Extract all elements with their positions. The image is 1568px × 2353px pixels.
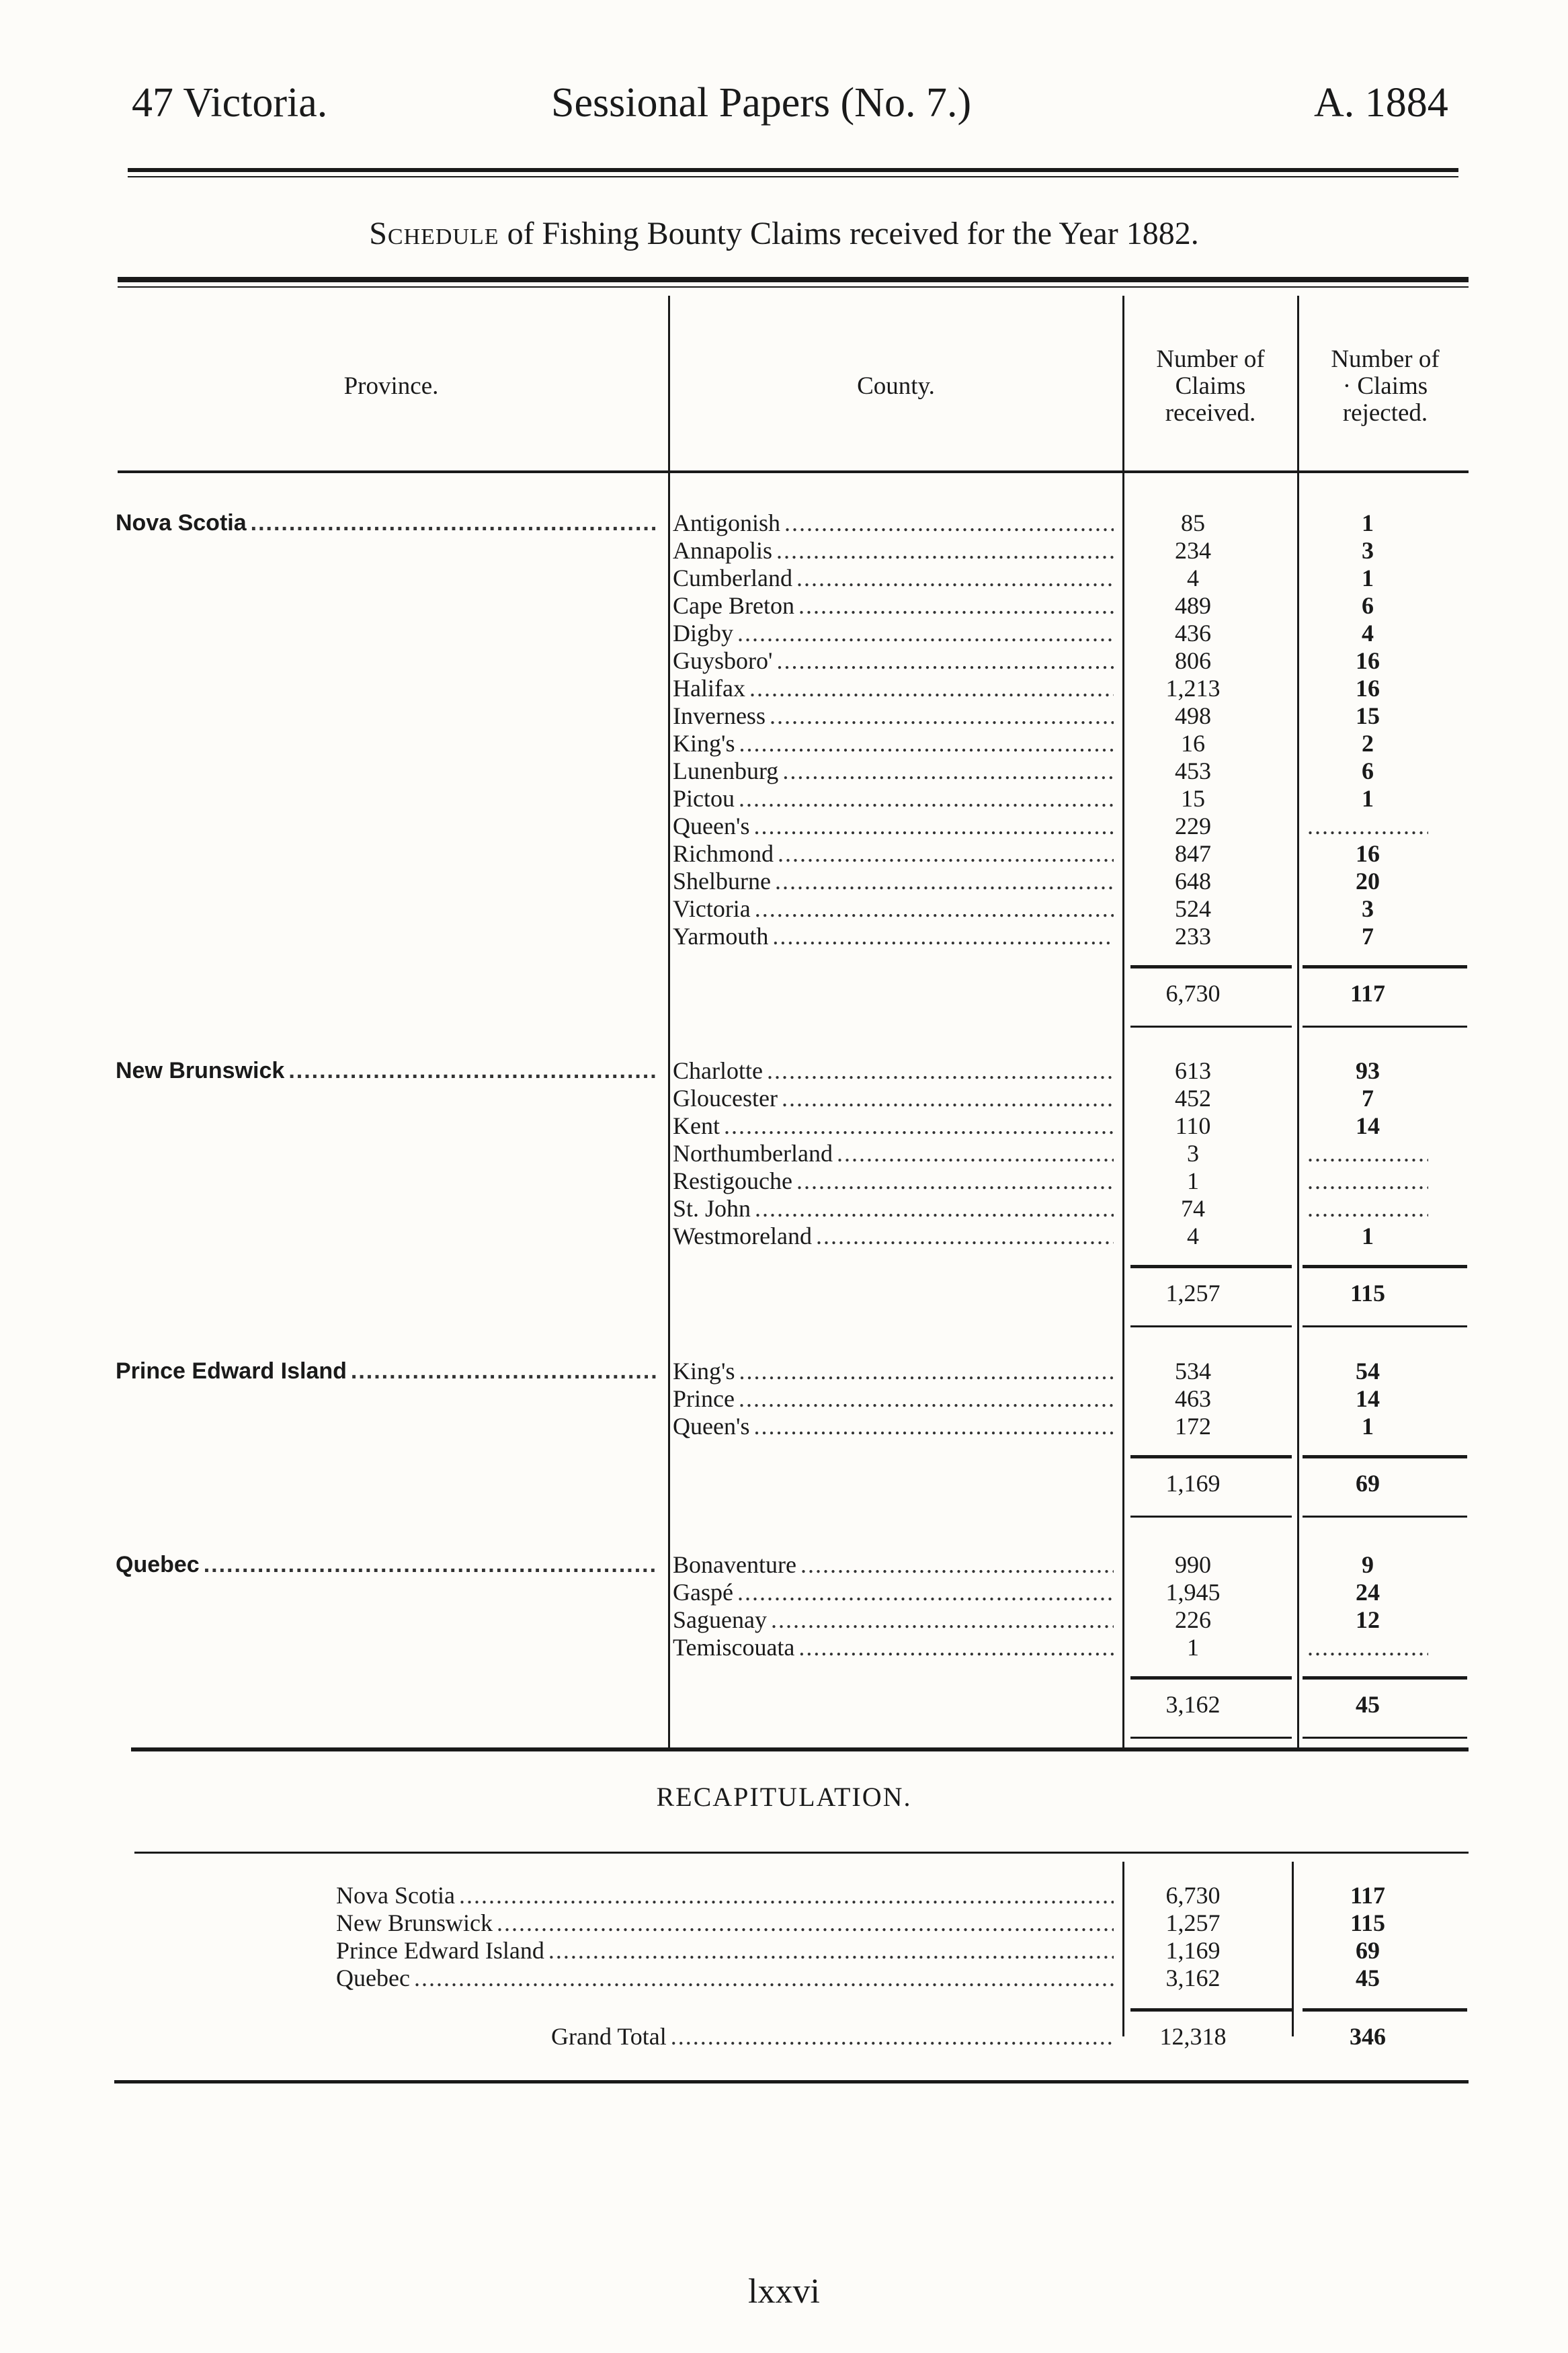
claims-received: 229 bbox=[1175, 813, 1211, 839]
claims-received: 524 bbox=[1175, 895, 1211, 922]
subtotal-bottom-rule-rejected bbox=[1303, 1026, 1467, 1028]
county-name bbox=[673, 620, 1114, 647]
claims-rejected: 1 bbox=[1362, 1413, 1374, 1440]
title-rule bbox=[118, 277, 1469, 282]
header-left: 47 Victoria. bbox=[132, 80, 328, 126]
recap-total-rule-received bbox=[1130, 2008, 1292, 2012]
claims-rejected: 16 bbox=[1356, 647, 1380, 674]
county-label: King's bbox=[673, 730, 735, 757]
county-name bbox=[673, 730, 1114, 757]
recap-province-name bbox=[336, 1882, 1114, 1909]
recap-total-rule-rejected bbox=[1303, 2008, 1467, 2012]
county-label: Digby bbox=[673, 620, 733, 647]
county-label: Antigonish bbox=[673, 509, 781, 536]
county-name bbox=[673, 509, 1114, 537]
county-name bbox=[673, 675, 1114, 702]
claims-received: 74 bbox=[1181, 1195, 1205, 1222]
subtotal-rejected: 69 bbox=[1356, 1470, 1380, 1497]
claims-received: 1 bbox=[1187, 1634, 1199, 1661]
claims-received: 226 bbox=[1175, 1606, 1211, 1633]
claims-rejected: 1 bbox=[1362, 509, 1374, 536]
claims-rejected: 6 bbox=[1362, 592, 1374, 619]
county-name bbox=[673, 1167, 1114, 1195]
county-label: Victoria bbox=[673, 895, 751, 922]
subtotal-bottom-rule-rejected bbox=[1303, 1516, 1467, 1518]
claims-rejected-blank bbox=[1307, 1634, 1428, 1661]
recap-received: 3,162 bbox=[1165, 1965, 1221, 1991]
title-rest: of Fishing Bounty Claims received for the Year 1882. bbox=[499, 216, 1199, 251]
received-header-line-2: Claims bbox=[1175, 372, 1246, 400]
province-name: Quebec ..... bbox=[116, 1551, 659, 1579]
recap-received: 1,169 bbox=[1165, 1937, 1221, 1964]
title-lead: Schedule bbox=[369, 216, 499, 251]
claims-rejected: 3 bbox=[1362, 895, 1374, 922]
claims-received: 534 bbox=[1175, 1358, 1211, 1385]
claims-rejected: 7 bbox=[1362, 923, 1374, 950]
province-name: Nova Scotia ..... bbox=[116, 509, 659, 537]
county-label: Charlotte bbox=[673, 1057, 763, 1084]
county-name bbox=[673, 1579, 1114, 1606]
claims-received: 648 bbox=[1175, 868, 1211, 895]
recap-rejected: 115 bbox=[1350, 1909, 1385, 1936]
subtotal-bottom-rule-received bbox=[1130, 1325, 1292, 1327]
subtotal-rejected: 117 bbox=[1350, 980, 1385, 1007]
claims-rejected: 24 bbox=[1356, 1579, 1380, 1606]
county-label: Yarmouth bbox=[673, 923, 769, 950]
recap-received: 1,257 bbox=[1165, 1909, 1221, 1936]
claims-rejected-blank bbox=[1307, 1167, 1428, 1195]
claims-rejected: 3 bbox=[1362, 537, 1374, 564]
recap-province-label: Quebec bbox=[336, 1965, 410, 1991]
claims-received: 489 bbox=[1175, 592, 1211, 619]
recap-province-name bbox=[336, 1909, 1114, 1937]
claims-received: 1,213 bbox=[1165, 675, 1221, 702]
county-name bbox=[673, 1551, 1114, 1579]
claims-rejected: 4 bbox=[1362, 620, 1374, 647]
table-bottom-rule bbox=[131, 1747, 1469, 1751]
column-divider-2 bbox=[1122, 296, 1124, 1747]
recap-top-rule bbox=[134, 1852, 1469, 1854]
claims-received: 15 bbox=[1181, 785, 1205, 812]
claims-rejected: 6 bbox=[1362, 757, 1374, 784]
column-divider-1 bbox=[668, 296, 670, 1747]
page-number: lxxvi bbox=[748, 2272, 820, 2311]
county-name bbox=[673, 1385, 1114, 1413]
rejected-header-line-2: · Claims bbox=[1342, 372, 1428, 400]
county-label: Guysboro' bbox=[673, 647, 773, 674]
claims-rejected: 1 bbox=[1362, 1223, 1374, 1249]
subtotal-rejected: 45 bbox=[1356, 1691, 1380, 1718]
claims-rejected: 15 bbox=[1356, 702, 1380, 729]
claims-received: 233 bbox=[1175, 923, 1211, 950]
county-name bbox=[673, 840, 1114, 868]
county-label: Gaspé bbox=[673, 1579, 733, 1606]
claims-rejected: 16 bbox=[1356, 675, 1380, 702]
header-rule-thin bbox=[128, 176, 1458, 177]
county-label: Gloucester bbox=[673, 1085, 778, 1112]
county-name bbox=[673, 1140, 1114, 1167]
subtotal-rule-rejected bbox=[1303, 1676, 1467, 1680]
claims-rejected: 16 bbox=[1356, 840, 1380, 867]
county-name bbox=[673, 785, 1114, 813]
recap-received: 6,730 bbox=[1165, 1882, 1221, 1909]
claims-rejected-blank bbox=[1307, 1140, 1428, 1167]
claims-rejected: 2 bbox=[1362, 730, 1374, 757]
county-name bbox=[673, 757, 1114, 785]
claims-received: 1,945 bbox=[1165, 1579, 1221, 1606]
subtotal-rule-rejected bbox=[1303, 1265, 1467, 1268]
county-name bbox=[673, 1413, 1114, 1440]
county-label: Inverness bbox=[673, 702, 766, 729]
claims-received: 16 bbox=[1181, 730, 1205, 757]
claims-received: 806 bbox=[1175, 647, 1211, 674]
county-name bbox=[673, 1195, 1114, 1223]
column-header-received bbox=[1125, 346, 1296, 427]
recap-province-label: New Brunswick bbox=[336, 1909, 493, 1936]
county-name bbox=[673, 813, 1114, 840]
county-name bbox=[673, 1634, 1114, 1661]
subtotal-rule-received bbox=[1130, 1455, 1292, 1458]
claims-received: 847 bbox=[1175, 840, 1211, 867]
county-label: St. John bbox=[673, 1195, 751, 1222]
county-label: Prince bbox=[673, 1385, 735, 1412]
county-label: King's bbox=[673, 1358, 735, 1385]
recap-divider-1 bbox=[1122, 1862, 1124, 2036]
subtotal-rule-received bbox=[1130, 965, 1292, 968]
subtotal-rule-received bbox=[1130, 1676, 1292, 1680]
claims-received: 4 bbox=[1187, 1223, 1199, 1249]
county-label: Lunenburg bbox=[673, 757, 779, 784]
claims-received: 498 bbox=[1175, 702, 1211, 729]
county-name bbox=[673, 895, 1114, 923]
subtotal-bottom-rule-rejected bbox=[1303, 1737, 1467, 1739]
claims-received: 4 bbox=[1187, 565, 1199, 591]
claims-rejected: 54 bbox=[1356, 1358, 1380, 1385]
county-name bbox=[673, 923, 1114, 950]
recap-divider-2 bbox=[1292, 1862, 1294, 2036]
county-label: Westmoreland bbox=[673, 1223, 813, 1249]
claims-received: 990 bbox=[1175, 1551, 1211, 1578]
subtotal-bottom-rule-rejected bbox=[1303, 1325, 1467, 1327]
claims-rejected: 20 bbox=[1356, 868, 1380, 895]
recap-rejected: 45 bbox=[1356, 1965, 1380, 1991]
county-label: Cape Breton bbox=[673, 592, 794, 619]
county-label: Cumberland bbox=[673, 565, 792, 591]
schedule-title bbox=[0, 214, 1568, 254]
county-name bbox=[673, 647, 1114, 675]
grand-total-received: 12,318 bbox=[1159, 2023, 1227, 2050]
grand-total-rejected: 346 bbox=[1350, 2023, 1386, 2050]
county-label: Kent bbox=[673, 1112, 720, 1139]
county-label: Saguenay bbox=[673, 1606, 767, 1633]
claims-received: 463 bbox=[1175, 1385, 1211, 1412]
county-name bbox=[673, 592, 1114, 620]
claims-rejected: 93 bbox=[1356, 1057, 1380, 1084]
claims-received: 3 bbox=[1187, 1140, 1199, 1167]
claims-received: 85 bbox=[1181, 509, 1205, 536]
county-label: Halifax bbox=[673, 675, 745, 702]
column-header-rejected bbox=[1300, 346, 1471, 427]
claims-rejected-blank bbox=[1307, 813, 1428, 840]
column-header-county: County. bbox=[857, 372, 935, 400]
claims-rejected: 14 bbox=[1356, 1112, 1380, 1139]
header-right: A. 1884 bbox=[1314, 80, 1448, 126]
received-header-line-3: received. bbox=[1165, 399, 1256, 427]
claims-received: 453 bbox=[1175, 757, 1211, 784]
column-divider-3 bbox=[1297, 296, 1299, 1747]
county-name bbox=[673, 1057, 1114, 1085]
header-bottom-rule bbox=[118, 470, 1469, 473]
county-name bbox=[673, 537, 1114, 565]
claims-received: 110 bbox=[1175, 1112, 1211, 1139]
county-label: Annapolis bbox=[673, 537, 772, 564]
subtotal-rejected: 115 bbox=[1350, 1280, 1385, 1307]
column-header-province: Province. bbox=[343, 372, 439, 400]
recap-province-label: Nova Scotia bbox=[336, 1882, 455, 1909]
subtotal-bottom-rule-received bbox=[1130, 1737, 1292, 1739]
county-label: Restigouche bbox=[673, 1167, 792, 1194]
county-label: Queen's bbox=[673, 813, 750, 839]
recap-rejected: 69 bbox=[1356, 1937, 1380, 1964]
province-name: New Brunswick ..... bbox=[116, 1057, 659, 1085]
subtotal-rule-rejected bbox=[1303, 1455, 1467, 1458]
subtotal-received: 1,169 bbox=[1165, 1470, 1221, 1497]
county-name bbox=[673, 1606, 1114, 1634]
claims-received: 452 bbox=[1175, 1085, 1211, 1112]
subtotal-rule-rejected bbox=[1303, 965, 1467, 968]
county-name bbox=[673, 1358, 1114, 1385]
subtotal-bottom-rule-received bbox=[1130, 1026, 1292, 1028]
county-label: Temiscouata bbox=[673, 1634, 795, 1661]
rejected-header-line-1: Number of bbox=[1331, 345, 1440, 373]
claims-rejected: 12 bbox=[1356, 1606, 1380, 1633]
recap-rejected: 117 bbox=[1350, 1882, 1385, 1909]
recap-province-label: Prince Edward Island bbox=[336, 1937, 544, 1964]
claims-rejected: 1 bbox=[1362, 785, 1374, 812]
subtotal-received: 3,162 bbox=[1165, 1691, 1221, 1718]
county-label: Richmond bbox=[673, 840, 774, 867]
recap-bottom-rule bbox=[114, 2080, 1469, 2083]
claims-received: 234 bbox=[1175, 537, 1211, 564]
claims-rejected-blank bbox=[1307, 1195, 1428, 1223]
claims-rejected: 1 bbox=[1362, 565, 1374, 591]
title-rule-thin bbox=[118, 286, 1469, 288]
county-label: Queen's bbox=[673, 1413, 750, 1440]
county-name bbox=[673, 702, 1114, 730]
subtotal-bottom-rule-received bbox=[1130, 1516, 1292, 1518]
recap-province-name bbox=[336, 1937, 1114, 1965]
grand-total-label: Grand Total ..... bbox=[551, 2023, 1114, 2051]
recapitulation-title: RECAPITULATION. bbox=[656, 1782, 912, 1812]
county-label: Bonaventure bbox=[673, 1551, 796, 1578]
subtotal-received: 6,730 bbox=[1165, 980, 1221, 1007]
rejected-header-line-3: rejected. bbox=[1342, 399, 1428, 427]
received-header-line-1: Number of bbox=[1156, 345, 1265, 373]
header-center: Sessional Papers (No. 7.) bbox=[551, 80, 972, 126]
recap-province-name bbox=[336, 1965, 1114, 1992]
county-name bbox=[673, 1112, 1114, 1140]
county-label: Shelburne bbox=[673, 868, 771, 895]
county-name bbox=[673, 868, 1114, 895]
county-name bbox=[673, 565, 1114, 592]
county-label: Northumberland bbox=[673, 1140, 833, 1167]
county-label: Pictou bbox=[673, 785, 735, 812]
claims-rejected: 7 bbox=[1362, 1085, 1374, 1112]
subtotal-received: 1,257 bbox=[1165, 1280, 1221, 1307]
claims-received: 172 bbox=[1175, 1413, 1211, 1440]
claims-rejected: 9 bbox=[1362, 1551, 1374, 1578]
header-rule bbox=[128, 168, 1458, 172]
claims-rejected: 14 bbox=[1356, 1385, 1380, 1412]
claims-received: 1 bbox=[1187, 1167, 1199, 1194]
county-name bbox=[673, 1223, 1114, 1250]
province-name: Prince Edward Island ..... bbox=[116, 1358, 659, 1385]
county-name bbox=[673, 1085, 1114, 1112]
subtotal-rule-received bbox=[1130, 1265, 1292, 1268]
claims-received: 613 bbox=[1175, 1057, 1211, 1084]
claims-received: 436 bbox=[1175, 620, 1211, 647]
